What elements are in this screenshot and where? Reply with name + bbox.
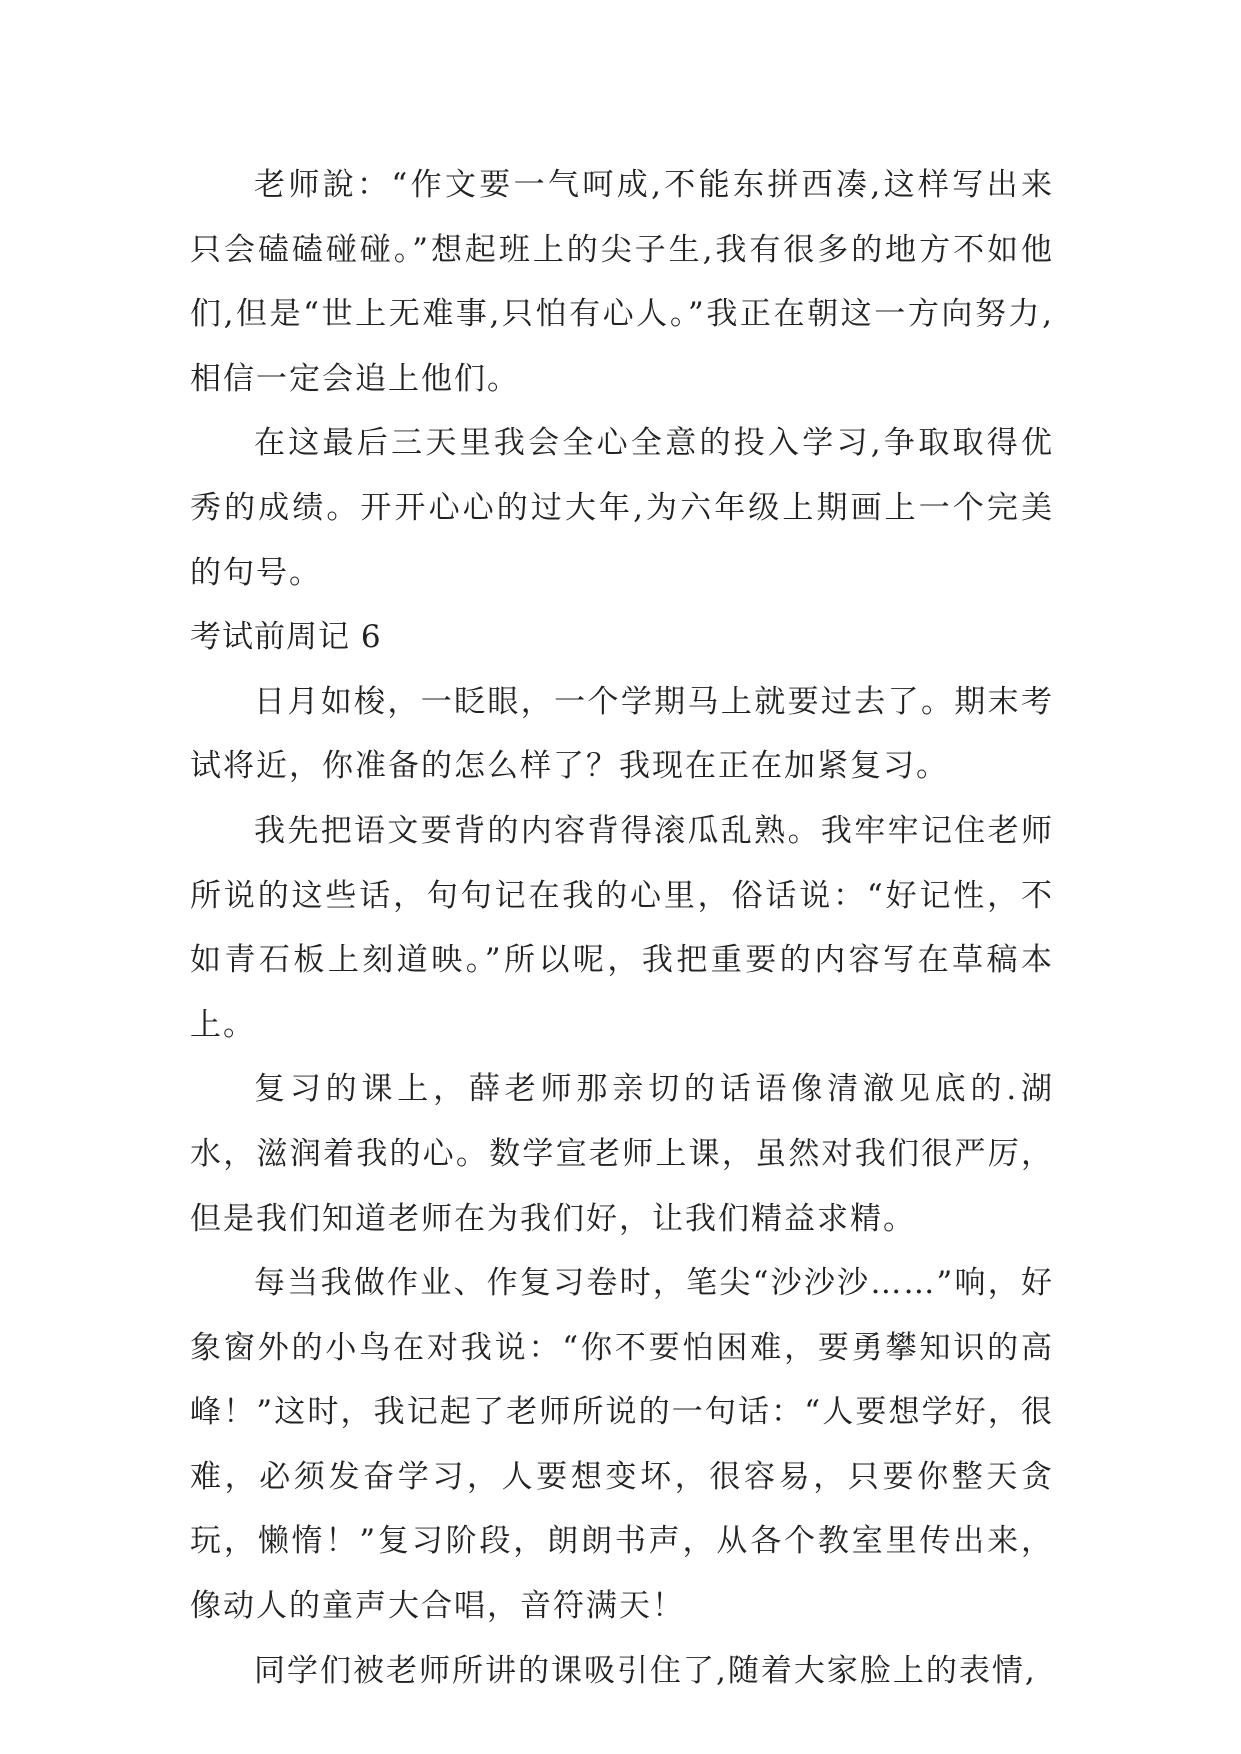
- paragraph: 每当我做作业、作复习卷时，笔尖“沙沙沙……”响，好象窗外的小鸟在对我说：“你不要怕困难，要勇攀知识的高峰！”这时，我记起了老师所说的一句话：“人要想学好，很难，必须发奋学习，人要想变坏，很容易，只要你整天贪玩，懒惰！”复习阶段，朗朗书声，从各个教室里传出来，像动人的童声大合唱，音符满天！: [190, 1265, 1054, 1625]
- paragraph: 复习的课上，薛老师那亲切的话语像清澈见底的.湖水，滋润着我的心。数学宣老师上课，虽然对我们很严厉，但是我们知道老师在为我们好，让我们精益求精。: [190, 1071, 1054, 1237]
- paragraph: 日月如梭，一眨眼，一个学期马上就要过去了。期末考试将近，你准备的怎么样了？我现在正在加紧复习。: [190, 683, 1054, 785]
- paragraph: 在这最后三天里我会全心全意的投入学习,争取取得优秀的成绩。开开心心的过大年,为六年级上期画上一个完美的句号。: [190, 425, 1054, 591]
- paragraph: 同学们被老师所讲的课吸引住了,随着大家脸上的表情,: [254, 1652, 1037, 1689]
- paragraph: 我先把语文要背的内容背得滚瓜乱熟。我牢牢记住老师所说的这些话，句句记在我的心里，俗话说：“好记性，不如青石板上刻道映。”所以呢，我把重要的内容写在草稿本上。: [190, 812, 1054, 1043]
- document-page: [190, 153, 1054, 1703]
- section-heading: 考试前周记 6: [190, 619, 382, 656]
- paragraph: 老师說：“作文要一气呵成,不能东拼西凑,这样写出来只会磕磕碰碰。”想起班上的尖子生,我有很多的地方不如他们,但是“世上无难事,只怕有心人。”我正在朝这一方向努力,相信一定会追上他们。: [190, 167, 1054, 397]
